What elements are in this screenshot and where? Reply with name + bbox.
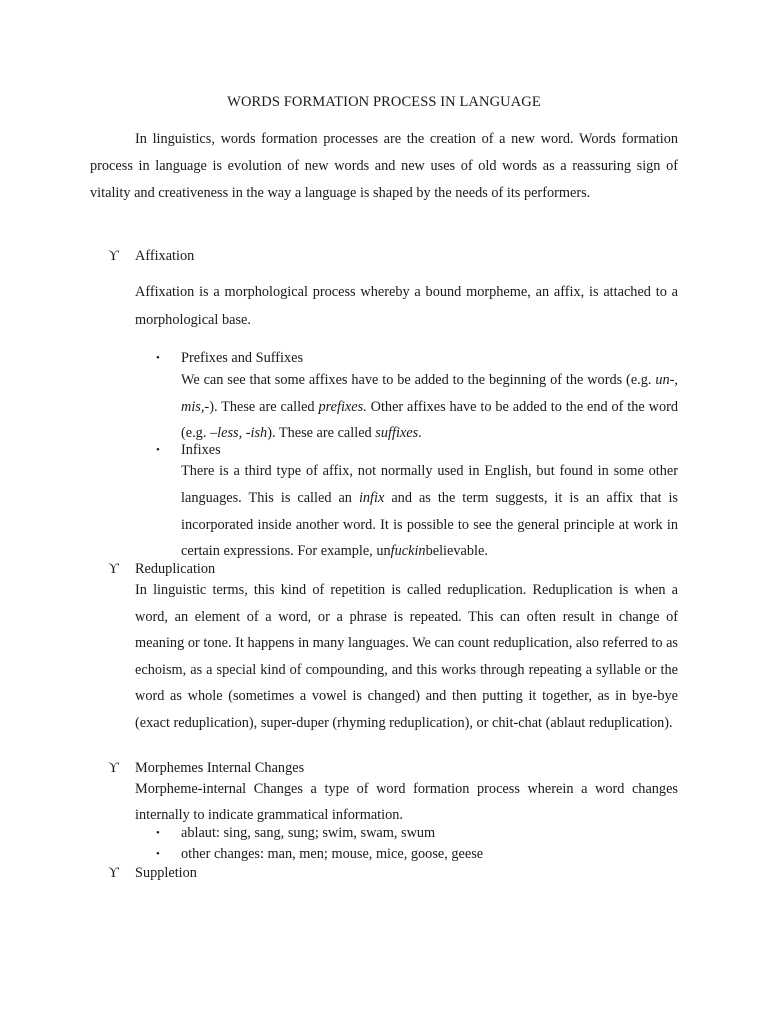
subheading-infixes: Infixes xyxy=(181,442,221,458)
list-symbol: ϒ xyxy=(108,760,119,776)
subheading-prefixes-suffixes: Prefixes and Suffixes xyxy=(181,350,304,366)
morphemes-paragraph: Morpheme-internal Changes a type of word formation process wherein a word changes internally to indicate grammatical information. xyxy=(135,781,678,823)
list-symbol: ϒ xyxy=(108,865,119,881)
list-item: ablaut: sing, sang, sung; swim, swam, swum xyxy=(181,825,436,841)
reduplication-paragraph: In linguistic terms, this kind of repetition is called reduplication. Reduplication is when a word, an element of a word, or a phrase is repeated. This can often result in change of meaning or tone. It happens in many languages. We can count reduplication, also referred to as echoism, as a special kind of compounding, and this works through repeating a syllable or the word as whole (sometimes a vowel is changed) and then putting it together, as in bye-bye (exact reduplication), super-duper (rhyming reduplication), or chit-chat (ablaut reduplication). xyxy=(135,582,678,731)
bullet-icon: • xyxy=(156,352,160,364)
prefixes-paragraph: We can see that some affixes have to be added to the beginning of the words (e.g. un-, mis,-). These are called prefixes. Other affixes have to be added to the end of the word (e.g. –less, -ish). These are called suffixes. xyxy=(181,372,679,441)
section-heading-reduplication: Reduplication xyxy=(135,561,216,577)
list-symbol: ϒ xyxy=(108,561,119,577)
list-symbol: ϒ xyxy=(108,248,119,264)
section-heading-morphemes: Morphemes Internal Changes xyxy=(135,760,305,776)
bullet-icon: • xyxy=(156,444,160,456)
list-item: other changes: man, men; mouse, mice, goose, geese xyxy=(181,846,484,862)
bullet-icon: • xyxy=(156,827,160,839)
infixes-paragraph: There is a third type of affix, not normally used in English, but found in some other languages. This is called an infix and as the term suggests, it is an affix that is incorporated inside another word. It is possible to see the general principle at work in certain expressions. For example, unfuckinbelievable. xyxy=(181,463,678,560)
intro-paragraph: In linguistics, words formation processes are the creation of a new word. Words formation process in language is evolution of new words and new uses of old words as a reassuring sign of vitality and creativeness in the way a language is shaped by the needs of its performers. xyxy=(90,131,678,202)
section-heading-affixation: Affixation xyxy=(135,248,195,264)
page-title: WORDS FORMATION PROCESS IN LANGUAGE xyxy=(227,94,541,110)
bullet-icon: • xyxy=(156,848,160,860)
section-heading-suppletion: Suppletion xyxy=(135,865,197,881)
affixation-paragraph: Affixation is a morphological process whereby a bound morpheme, an affix, is attached to a morphological base. xyxy=(135,284,678,328)
